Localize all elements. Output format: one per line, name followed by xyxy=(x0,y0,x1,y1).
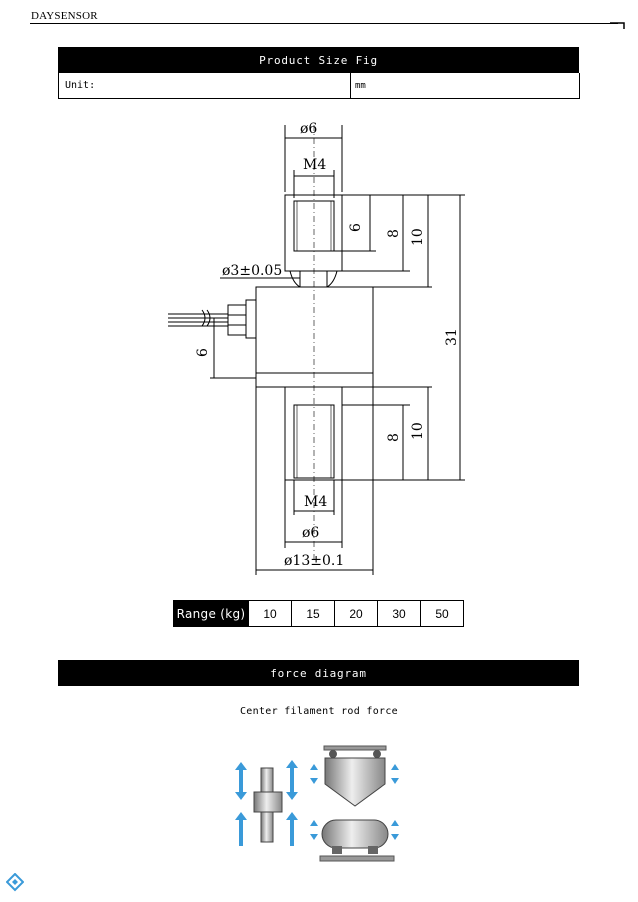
range-cell: 15 xyxy=(292,601,335,627)
brand-name: DAYSENSOR xyxy=(31,10,98,22)
thread-bottom-label: M4 xyxy=(304,494,328,510)
dim-8-bottom: 8 xyxy=(386,433,402,442)
corner-mark xyxy=(610,13,630,29)
dim-top-dia: ø6 xyxy=(300,121,318,137)
force-illustration xyxy=(230,740,410,870)
force-caption: Center filament rod force xyxy=(239,706,398,717)
dim-6: 6 xyxy=(348,223,364,232)
range-header: Range (kg) xyxy=(174,601,249,627)
dim-10-top: 10 xyxy=(410,228,426,246)
range-cell: 50 xyxy=(421,601,464,627)
range-cell: 10 xyxy=(249,601,292,627)
dim-body-dia: ø13±0.1 xyxy=(284,553,345,569)
unit-value: mm xyxy=(355,80,366,91)
dim-8-top: 8 xyxy=(386,229,402,238)
range-table xyxy=(173,600,464,627)
thread-top-label: M4 xyxy=(303,157,327,173)
size-drawing xyxy=(150,110,480,580)
range-cell: 30 xyxy=(378,601,421,627)
force-diagram-title: force diagram xyxy=(58,660,579,686)
unit-row xyxy=(58,73,580,99)
range-cell: 20 xyxy=(335,601,378,627)
dim-10-bottom: 10 xyxy=(410,422,426,440)
company-logo-icon xyxy=(6,873,24,893)
product-size-title: Product Size Fig xyxy=(58,47,579,73)
dim-cable-6: 6 xyxy=(195,348,211,357)
body xyxy=(256,287,373,387)
dim-center-dia: ø3±0.05 xyxy=(222,263,283,279)
header-rule xyxy=(30,23,618,24)
dim-bottom-dia: ø6 xyxy=(302,525,320,541)
dim-31: 31 xyxy=(444,328,460,346)
unit-label: Unit: xyxy=(59,73,351,98)
